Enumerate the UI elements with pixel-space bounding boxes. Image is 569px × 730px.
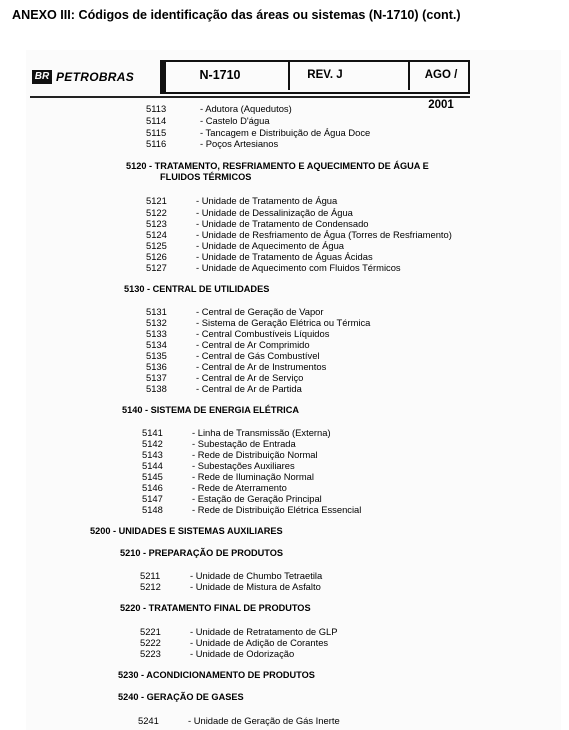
header-frame-edge — [160, 60, 166, 94]
item-description: - Unidade de Aquecimento com Fluidos Térmicos — [196, 262, 401, 273]
item-code: 5127 — [146, 262, 167, 273]
item-code: 5223 — [140, 648, 161, 659]
item-code: 5124 — [146, 229, 167, 240]
item-code: 5121 — [146, 195, 167, 206]
item-code: 5148 — [142, 504, 163, 515]
item-code: 5123 — [146, 218, 167, 229]
section-heading: 5220 - TRATAMENTO FINAL DE PRODUTOS — [120, 603, 311, 613]
item-code: 5141 — [142, 427, 163, 438]
item-code: 5222 — [140, 637, 161, 648]
item-code: 5212 — [140, 581, 161, 592]
item-description: - Central de Geração de Vapor — [196, 306, 324, 317]
norma-code: N-1710 — [199, 68, 241, 82]
item-description: - Unidade de Tratamento de Condensado — [196, 218, 369, 229]
item-description: - Unidade de Retratamento de GLP — [190, 626, 338, 637]
item-code: 5126 — [146, 251, 167, 262]
item-code: 5116 — [146, 138, 167, 149]
item-code: 5115 — [146, 127, 167, 138]
item-code: 5136 — [146, 361, 167, 372]
item-code: 5221 — [140, 626, 161, 637]
item-code: 5146 — [142, 482, 163, 493]
item-code: 5131 — [146, 306, 167, 317]
item-code: 5134 — [146, 339, 167, 350]
section-heading: 5140 - SISTEMA DE ENERGIA ELÉTRICA — [122, 405, 299, 415]
section-heading: 5240 - GERAÇÃO DE GASES — [118, 692, 244, 702]
item-description: - Subestações Auxiliares — [192, 460, 295, 471]
item-description: - Central de Gás Combustível — [196, 350, 320, 361]
item-code: 5147 — [142, 493, 163, 504]
item-code: 5142 — [142, 438, 163, 449]
petrobras-logo: BR — [32, 70, 52, 84]
item-description: - Unidade de Mistura de Asfalto — [190, 581, 321, 592]
item-description: - Unidade de Tratamento de Água — [196, 195, 338, 206]
section-heading: 5200 - UNIDADES E SISTEMAS AUXILIARES — [90, 526, 283, 536]
page-title: ANEXO III: Códigos de identificação das áreas ou sistemas (N-1710) (cont.) — [12, 8, 461, 22]
item-code: 5122 — [146, 207, 167, 218]
item-description: - Central de Ar de Serviço — [196, 372, 304, 383]
item-code: 5125 — [146, 240, 167, 251]
header-divider — [408, 60, 410, 90]
item-description: - Adutora (Aquedutos) — [200, 103, 292, 114]
section-heading: 5120 - TRATAMENTO, RESFRIAMENTO E AQUECIMENTO DE ÁGUA E — [126, 161, 429, 171]
item-code: 5113 — [146, 103, 167, 114]
item-description: - Central Combustíveis Líquidos — [196, 328, 330, 339]
item-description: - Tancagem e Distribuição de Água Doce — [200, 127, 371, 138]
item-description: - Subestação de Entrada — [192, 438, 296, 449]
item-code: 5143 — [142, 449, 163, 460]
item-description: - Unidade de Tratamento de Águas Ácidas — [196, 251, 373, 262]
item-description: - Rede de Distribuição Elétrica Essencial — [192, 504, 362, 515]
item-description: - Linha de Transmissão (Externa) — [192, 427, 331, 438]
item-code: 5241 — [138, 715, 159, 726]
item-description: - Unidade de Dessalinização de Água — [196, 207, 353, 218]
item-description: - Rede de Iluminação Normal — [192, 471, 314, 482]
item-description: - Unidade de Aquecimento de Água — [196, 240, 345, 251]
item-description: - Unidade de Geração de Gás Inerte — [188, 715, 340, 726]
section-heading: 5130 - CENTRAL DE UTILIDADES — [124, 284, 270, 294]
item-description: - Central de Ar de Instrumentos — [196, 361, 327, 372]
item-description: - Poços Artesianos — [200, 138, 279, 149]
item-code: 5132 — [146, 317, 167, 328]
revision-date: AGO / 2001 — [424, 69, 458, 111]
item-description: - Unidade de Chumbo Tetraetila — [190, 570, 323, 581]
item-code: 5114 — [146, 115, 167, 126]
item-code: 5135 — [146, 350, 167, 361]
item-description: - Unidade de Resfriamento de Água (Torres de Resfriamento) — [196, 229, 452, 240]
item-code: 5138 — [146, 383, 167, 394]
section-heading-continued: FLUIDOS TÉRMICOS — [160, 172, 252, 182]
item-code: 5137 — [146, 372, 167, 383]
item-description: - Unidade de Odorização — [190, 648, 295, 659]
item-description: - Unidade de Adição de Corantes — [190, 637, 329, 648]
item-description: - Central de Ar Comprimido — [196, 339, 310, 350]
section-heading: 5230 - ACONDICIONAMENTO DE PRODUTOS — [118, 670, 315, 680]
item-description: - Estação de Geração Principal — [192, 493, 322, 504]
item-description: - Castelo D'água — [200, 115, 270, 126]
item-code: 5211 — [140, 570, 161, 581]
revision: REV. J — [307, 69, 343, 81]
item-description: - Rede de Distribuição Normal — [192, 449, 318, 460]
item-code: 5133 — [146, 328, 167, 339]
item-description: - Rede de Aterramento — [192, 482, 287, 493]
item-code: 5145 — [142, 471, 163, 482]
item-description: - Sistema de Geração Elétrica ou Térmica — [196, 317, 371, 328]
brand-name: PETROBRAS — [56, 70, 135, 84]
section-heading: 5210 - PREPARAÇÃO DE PRODUTOS — [120, 548, 284, 558]
item-description: - Central de Ar de Partida — [196, 383, 302, 394]
header-rule — [30, 96, 470, 98]
item-code: 5144 — [142, 460, 163, 471]
